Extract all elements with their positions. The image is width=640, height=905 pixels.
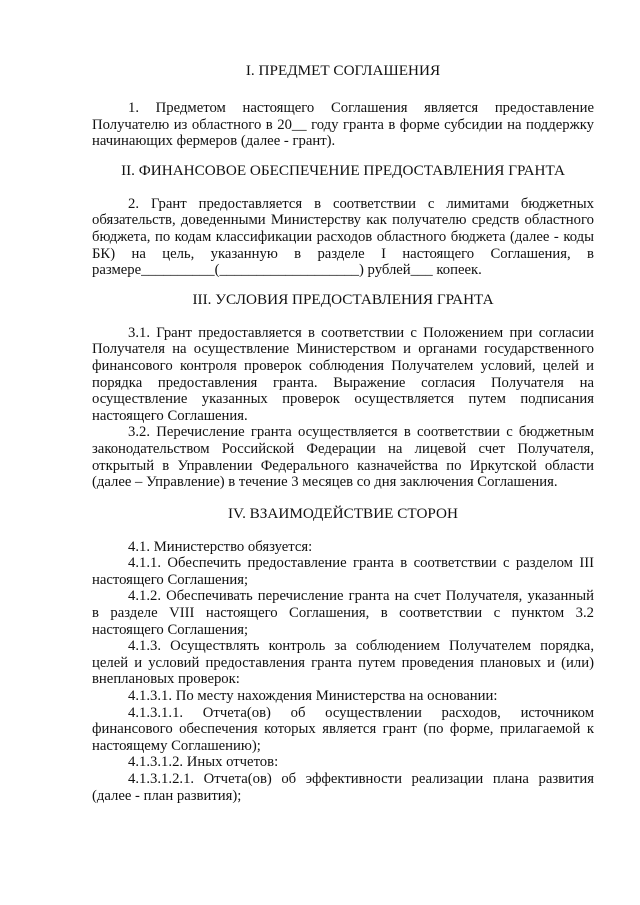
paragraph-4-1-3: 4.1.3. Осуществлять контроль за соблюдением Получателем порядка, целей и условий предоставления гранта путем проведения плановых и (или) внеплановых проверок:	[92, 638, 594, 688]
paragraph-1: 1. Предметом настоящего Соглашения является предоставление Получателю из областного в 20__ году гранта в форме субсидии на поддержку начинающих фермеров (далее - грант).	[92, 100, 594, 150]
section-1-heading: I. ПРЕДМЕТ СОГЛАШЕНИЯ	[245, 62, 441, 79]
document-body	[92, 62, 594, 804]
paragraph-3-2: 3.2. Перечисление гранта осуществляется в соответствии с бюджетным законодательством Российской Федерации на лицевой счет Получателя, открытый в Управлении Федерального казначейства по Иркутской области (далее – Управление) в течение 3 месяцев со дня заключения Соглашения.	[92, 424, 594, 491]
section-2-heading: II. ФИНАНСОВОЕ ОБЕСПЕЧЕНИЕ ПРЕДОСТАВЛЕНИЯ ГРАНТА	[121, 161, 565, 179]
paragraph-3-1: 3.1. Грант предоставляется в соответствии с Положением при согласии Получателя на осуществление Министерством и органами государственного финансового контроля проверок соблюдения Получателем условий, целей и порядка предоставления гранта. Выражение согласия Получателя на осуществление указанных проверок осуществляется путем подписания настоящего Соглашения.	[92, 324, 594, 424]
paragraph-4-1-3-1-2-1: 4.1.3.1.2.1. Отчета(ов) об эффективности реализации плана развития (далее - план развития);	[92, 771, 594, 804]
paragraph-4-1-3-1-2: 4.1.3.1.2. Иных отчетов:	[128, 754, 279, 771]
section-3-heading: III. УСЛОВИЯ ПРЕДОСТАВЛЕНИЯ ГРАНТА	[192, 290, 494, 308]
paragraph-4-1-2: 4.1.2. Обеспечивать перечисление гранта на счет Получателя, указанный в разделе VIII настоящего Соглашения, в соответствии с пунктом 3.2 настоящего Соглашения;	[92, 588, 594, 638]
paragraph-4-1-1: 4.1.1. Обеспечить предоставление гранта в соответствии с разделом III настоящего Соглашения;	[92, 555, 594, 588]
paragraph-4-1-3-1-1: 4.1.3.1.1. Отчета(ов) об осуществлении расходов, источником финансового обеспечения которых является грант (по форме, прилагаемой к настоящему Соглашению);	[92, 704, 594, 754]
paragraph-4-1: 4.1. Министерство обязуется:	[128, 538, 313, 555]
paragraph-4-1-3-1: 4.1.3.1. По месту нахождения Министерства на основании:	[128, 688, 498, 705]
section-4-heading: IV. ВЗАИМОДЕЙСТВИЕ СТОРОН	[228, 504, 458, 522]
paragraph-2: 2. Грант предоставляется в соответствии с лимитами бюджетных обязательств, доведенными Министерству как получателю средств областного бюджета, по кодам классификации расходов областного бюджета (далее - коды БК) на цель, указанную в разделе I настоящего Соглашения, в размере__________(___________________) рублей___ копеек.	[92, 195, 594, 279]
